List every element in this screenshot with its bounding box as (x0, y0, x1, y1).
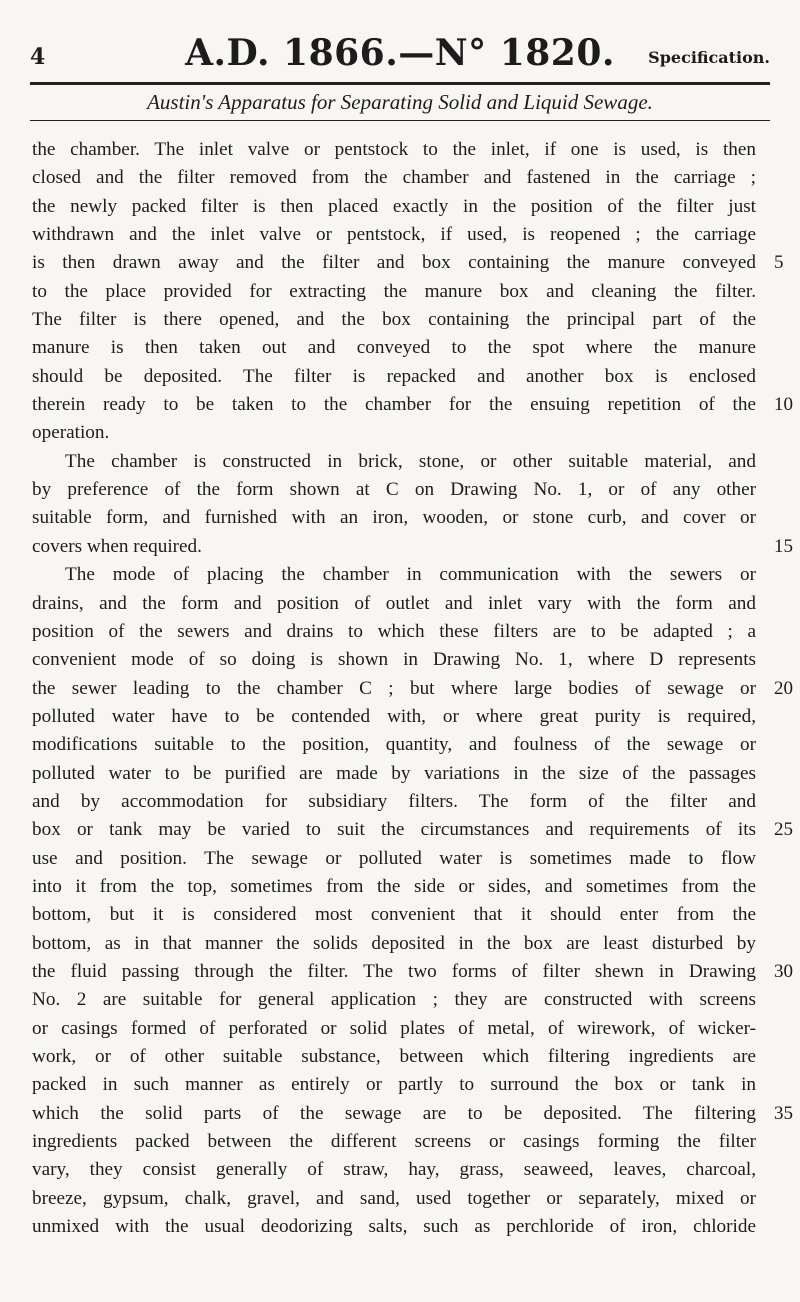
text-line-content: The mode of placing the chamber in communication with the sewers or (65, 564, 756, 586)
line-number: 30 (774, 960, 793, 982)
line-number: 5 (774, 252, 784, 274)
text-line (32, 391, 793, 419)
text-line-content: modifications suitable to the position, quantity, and foulness of the sewage or (32, 734, 756, 756)
text-line-content: the sewer leading to the chamber C ; but where large bodies of sewage or (32, 677, 756, 699)
text-line (32, 1156, 756, 1184)
text-line (32, 1100, 793, 1128)
text-line (32, 306, 756, 334)
line-number: 10 (774, 394, 793, 416)
text-line-content: is then drawn away and the filter and box containing the manure conveyed (32, 252, 756, 274)
text-line-content: by preference of the form shown at C on Drawing No. 1, or of any other (32, 479, 756, 501)
text-line (32, 986, 756, 1014)
text-line (32, 958, 793, 986)
text-line (32, 561, 756, 589)
text-line-content: polluted water have to be contended with, or where great purity is required, (32, 705, 756, 727)
text-line (32, 675, 793, 703)
body-text (32, 136, 793, 1241)
text-line-content: convenient mode of so doing is shown in Drawing No. 1, where D represents (32, 649, 756, 671)
text-line-content: bottom, as in that manner the solids deposited in the box are least disturbed by (32, 932, 756, 954)
text-line-content: drains, and the form and position of outlet and inlet vary with the form and (32, 592, 756, 614)
text-line-content: and by accommodation for subsidiary filters. The form of the filter and (32, 790, 756, 812)
text-line-content: bottom, but it is considered most convenient that it should enter from the (32, 904, 756, 926)
text-line (32, 476, 756, 504)
line-number: 15 (774, 535, 793, 557)
text-line (32, 788, 756, 816)
text-line-content: ingredients packed between the different screens or casings forming the filter (32, 1131, 756, 1153)
text-line-content: use and position. The sewage or polluted water is sometimes made to flow (32, 847, 756, 869)
text-line (32, 618, 756, 646)
text-line-content: operation. (32, 422, 110, 444)
text-line-content: the newly packed filter is then placed exactly in the position of the filter just (32, 195, 756, 217)
text-line-content: breeze, gypsum, chalk, gravel, and sand, used together or separately, mixed or (32, 1187, 756, 1209)
text-line (32, 164, 756, 192)
text-line (32, 533, 793, 561)
text-line-content: which the solid parts of the sewage are to be deposited. The filtering (32, 1102, 756, 1124)
text-line (32, 419, 756, 447)
line-number: 35 (774, 1102, 793, 1124)
text-line-content: unmixed with the usual deodorizing salts, such as perchloride of iron, chloride (32, 1216, 756, 1238)
section-label: Specification. (648, 48, 770, 67)
text-line (32, 901, 756, 929)
text-line-content: should be deposited. The filter is repacked and another box is enclosed (32, 365, 756, 387)
text-line-content: covers when required. (32, 535, 202, 557)
page-number: 4 (30, 44, 46, 70)
text-line-content: position of the sewers and drains to which these filters are to be adapted ; a (32, 620, 756, 642)
text-line (32, 1015, 756, 1043)
text-line (32, 703, 756, 731)
document-title: A.D. 1866.—N° 1820. (185, 32, 615, 74)
text-line-content: manure is then taken out and conveyed to the spot where the manure (32, 337, 756, 359)
line-number: 20 (774, 677, 793, 699)
line-number: 25 (774, 819, 793, 841)
page-header (30, 30, 770, 74)
text-line-content: withdrawn and the inlet valve or pentstock, if used, is reopened ; the carriage (32, 224, 756, 246)
text-line (32, 930, 756, 958)
text-line-content: box or tank may be varied to suit the circumstances and requirements of its (32, 819, 756, 841)
running-subtitle: Austin's Apparatus for Separating Solid and Liquid Sewage. (147, 90, 653, 114)
text-line-content: vary, they consist generally of straw, hay, grass, seaweed, leaves, charcoal, (32, 1159, 756, 1181)
text-line-content: The filter is there opened, and the box containing the principal part of the (32, 309, 756, 331)
text-line (32, 873, 756, 901)
text-line (32, 731, 756, 759)
text-line (32, 646, 756, 674)
text-line-content: work, or of other suitable substance, between which filtering ingredients are (32, 1046, 756, 1067)
text-line-content: The chamber is constructed in brick, stone, or other suitable material, and (65, 450, 756, 472)
text-line (32, 845, 756, 873)
text-line (32, 249, 784, 277)
text-line (32, 760, 756, 788)
header-rule-thick (30, 82, 770, 85)
text-line (32, 816, 793, 844)
text-line-content: therein ready to be taken to the chamber for the ensuing repetition of the (32, 394, 756, 416)
text-line (32, 1128, 756, 1156)
text-line-content: the fluid passing through the filter. The two forms of filter shewn in Drawing (32, 960, 756, 982)
text-line (32, 193, 756, 221)
text-line (32, 363, 756, 391)
header-rule-thin (30, 120, 770, 121)
text-line (32, 278, 756, 306)
text-line-content: suitable form, and furnished with an iron, wooden, or stone curb, and cover or (32, 507, 756, 529)
text-line-content: or casings formed of perforated or solid plates of metal, of wirework, of wicker- (32, 1017, 756, 1039)
text-line-content: polluted water to be purified are made by variations in the size of the passages (32, 762, 756, 784)
text-line (32, 136, 756, 164)
text-line-content: packed in such manner as entirely or partly to surround the box or tank in (32, 1074, 756, 1096)
text-line (32, 1071, 756, 1099)
text-line-content: closed and the filter removed from the chamber and fastened in the carriage ; (32, 167, 756, 189)
text-line (32, 334, 756, 362)
text-line (32, 1043, 756, 1071)
text-line (32, 221, 756, 249)
text-line-content: to the place provided for extracting the manure box and cleaning the filter. (32, 280, 756, 302)
text-line (32, 1185, 756, 1213)
text-line (32, 504, 756, 532)
text-line-content: No. 2 are suitable for general application ; they are constructed with screens (32, 989, 756, 1011)
text-line (32, 1213, 756, 1241)
text-line (32, 590, 756, 618)
text-line (32, 448, 756, 476)
text-line-content: into it from the top, sometimes from the side or sides, and sometimes from the (32, 875, 756, 897)
text-line-content: the chamber. The inlet valve or pentstock to the inlet, if one is used, is then (32, 139, 756, 160)
